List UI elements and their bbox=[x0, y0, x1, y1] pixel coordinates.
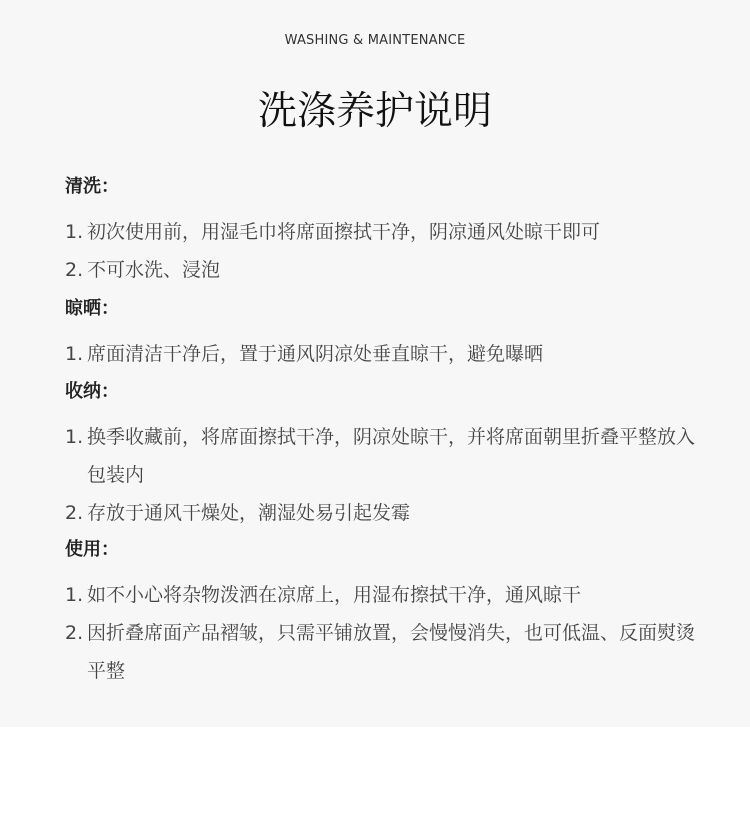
item-text: 不可水洗、浸泡 bbox=[87, 259, 221, 281]
usage-heading: 使用： bbox=[65, 539, 119, 560]
list-item bbox=[65, 494, 705, 532]
cleaning-list bbox=[65, 213, 705, 289]
item-number: 1. bbox=[65, 584, 84, 606]
item-number: 1. bbox=[65, 426, 84, 448]
list-item bbox=[65, 251, 705, 289]
cleaning-section bbox=[65, 175, 705, 289]
list-item bbox=[65, 614, 705, 690]
drying-list bbox=[65, 335, 705, 373]
usage-section bbox=[65, 538, 705, 690]
item-text: 席面清洁干净后，置于通风阴凉处垂直晾干，避免曝晒 bbox=[87, 343, 544, 365]
item-number: 1. bbox=[65, 343, 84, 365]
item-number: 2. bbox=[65, 502, 84, 524]
storage-heading: 收纳： bbox=[65, 381, 119, 402]
cleaning-heading: 清洗： bbox=[65, 176, 119, 197]
storage-list bbox=[65, 418, 705, 532]
drying-section bbox=[65, 297, 705, 373]
usage-list bbox=[65, 576, 705, 690]
item-text: 初次使用前，用湿毛巾将席面擦拭干净，阴凉通风处晾干即可 bbox=[87, 221, 601, 243]
item-number: 2. bbox=[65, 622, 84, 644]
list-item bbox=[65, 335, 705, 373]
list-item bbox=[65, 213, 705, 251]
item-number: 1. bbox=[65, 221, 84, 243]
item-text: 因折叠席面产品褶皱，只需平铺放置，会慢慢消失，也可低温、反面熨烫平整 bbox=[87, 622, 696, 682]
storage-section bbox=[65, 380, 705, 532]
list-item bbox=[65, 418, 705, 494]
drying-heading: 晾晒： bbox=[65, 298, 119, 319]
item-text: 换季收藏前，将席面擦拭干净，阴凉处晾干，并将席面朝里折叠平整放入包装内 bbox=[87, 426, 696, 486]
item-text: 如不小心将杂物泼洒在凉席上，用湿布擦拭干净，通风晾干 bbox=[87, 584, 582, 606]
page-title: 洗涤养护说明 bbox=[257, 89, 492, 135]
english-eyebrow-title: WASHING & MAINTENANCE bbox=[284, 33, 466, 48]
list-item bbox=[65, 576, 705, 614]
item-text: 存放于通风干燥处，潮湿处易引起发霉 bbox=[87, 502, 411, 524]
item-number: 2. bbox=[65, 259, 84, 281]
